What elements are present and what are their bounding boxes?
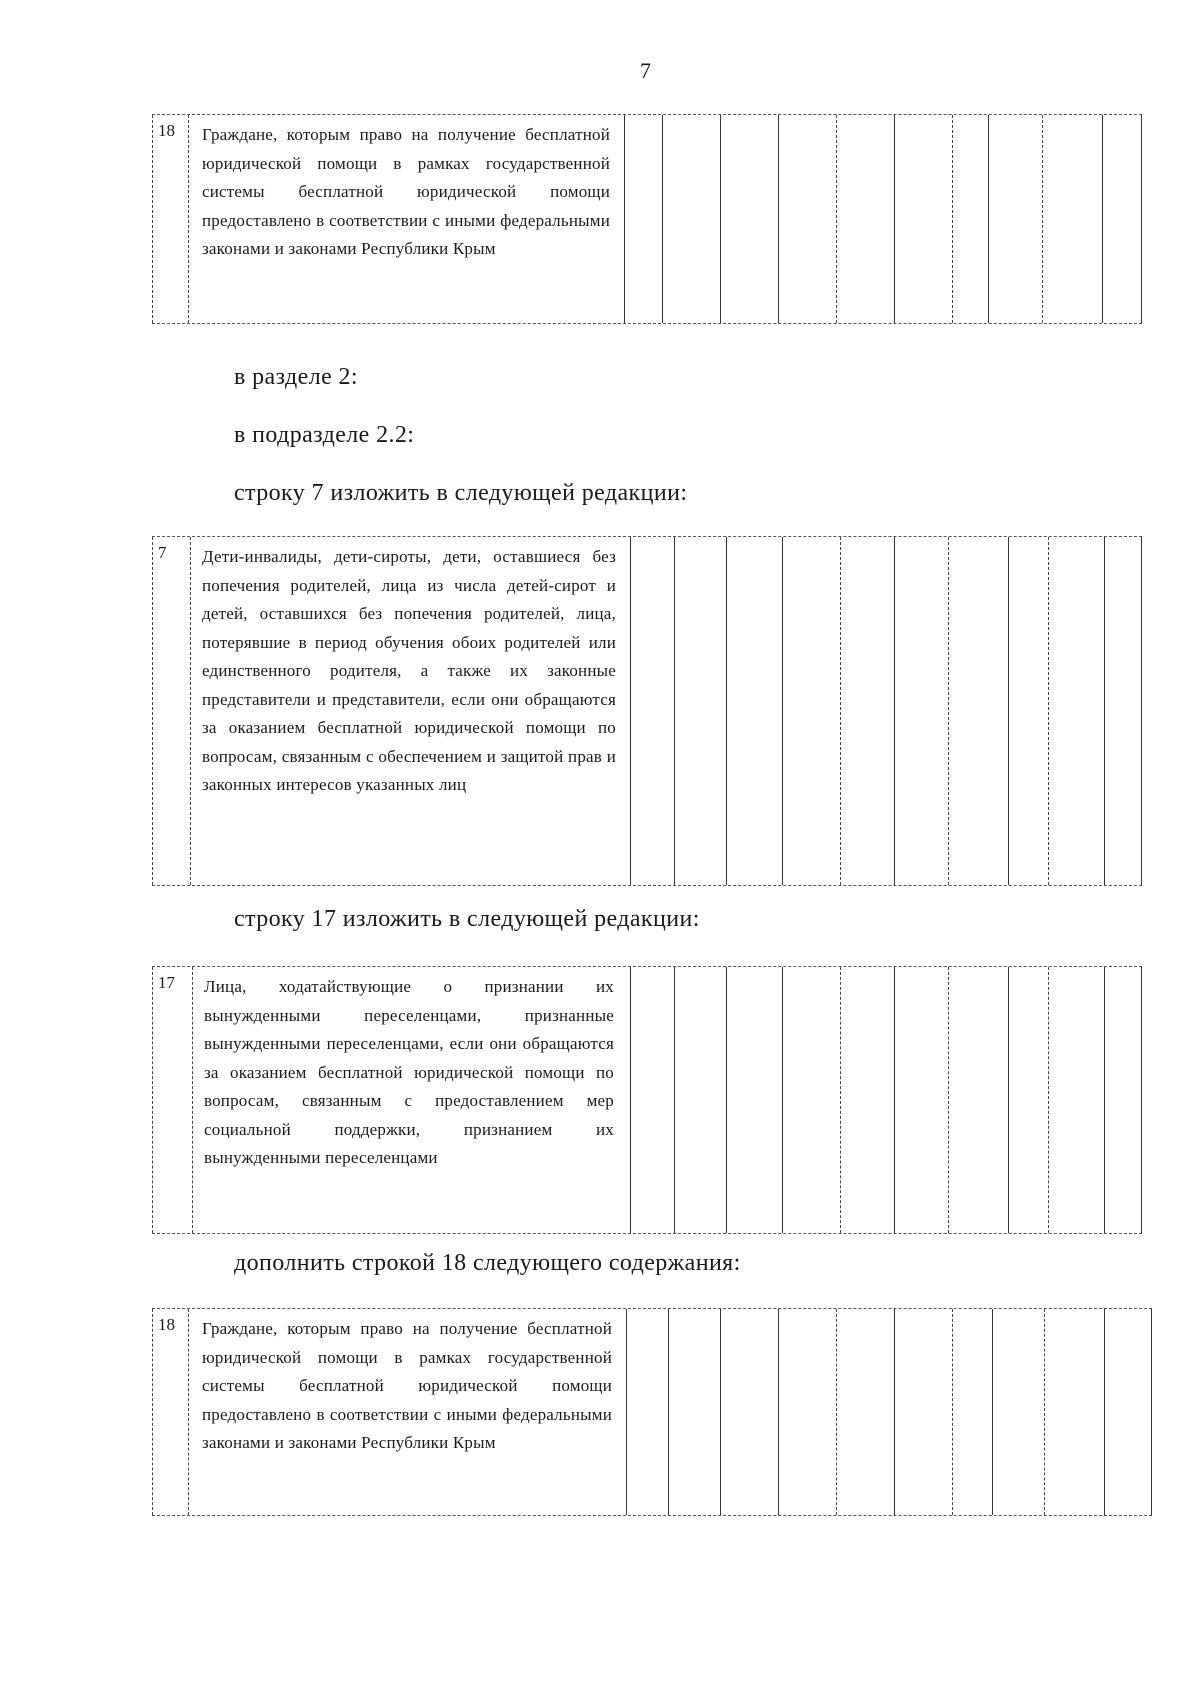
row18-intro: дополнить строкой 18 следующего содержания: — [234, 1250, 741, 1276]
row17-intro: строку 17 изложить в следующей редакции: — [234, 906, 700, 932]
table-row-7 — [152, 536, 1142, 886]
row-number: 18 — [158, 1315, 175, 1334]
row-number: 18 — [158, 121, 175, 140]
table-top-row-18 — [152, 114, 1142, 324]
page-number: 7 — [640, 58, 651, 83]
row-number: 7 — [158, 543, 167, 562]
row-number: 17 — [158, 973, 175, 992]
table-row-17 — [152, 966, 1142, 1234]
row-description: Дети-инвалиды, дети-сироты, дети, оставшиеся без попечения родителей, лица из числа детей-сирот и детей, оставшихся без попечения родителей, лица, потерявшие в период обучения обоих родителей или единственного родителя, а также их законные представители и представители, если они обращаются за оказанием бесплатной юридической помощи по вопросам, связанным с обеспечением и защитой прав и законных интересов указанных лиц — [202, 547, 616, 794]
subsection-heading: в подразделе 2.2: — [234, 422, 415, 448]
section-heading: в разделе 2: — [234, 364, 358, 390]
row-description: Лица, ходатайствующие о признании их вынужденными переселенцами, признанные вынужденными переселенцами, если они обращаются за оказанием бесплатной юридической помощи по вопросам, связанным с предоставлением мер социальной поддержки, признанием их вынужденными переселенцами — [204, 977, 614, 1167]
table-row-18 — [152, 1308, 1152, 1516]
row-description: Граждане, которым право на получение бесплатной юридической помощи в рамках государственной системы бесплатной юридической помощи предоставлено в соответствии с иными федеральными законами и законами Республики Крым — [202, 125, 610, 258]
row-description: Граждане, которым право на получение бесплатной юридической помощи в рамках государственной системы бесплатной юридической помощи предоставлено в соответствии с иными федеральными законами и законами Республики Крым — [202, 1319, 612, 1452]
row7-intro: строку 7 изложить в следующей редакции: — [234, 480, 688, 506]
